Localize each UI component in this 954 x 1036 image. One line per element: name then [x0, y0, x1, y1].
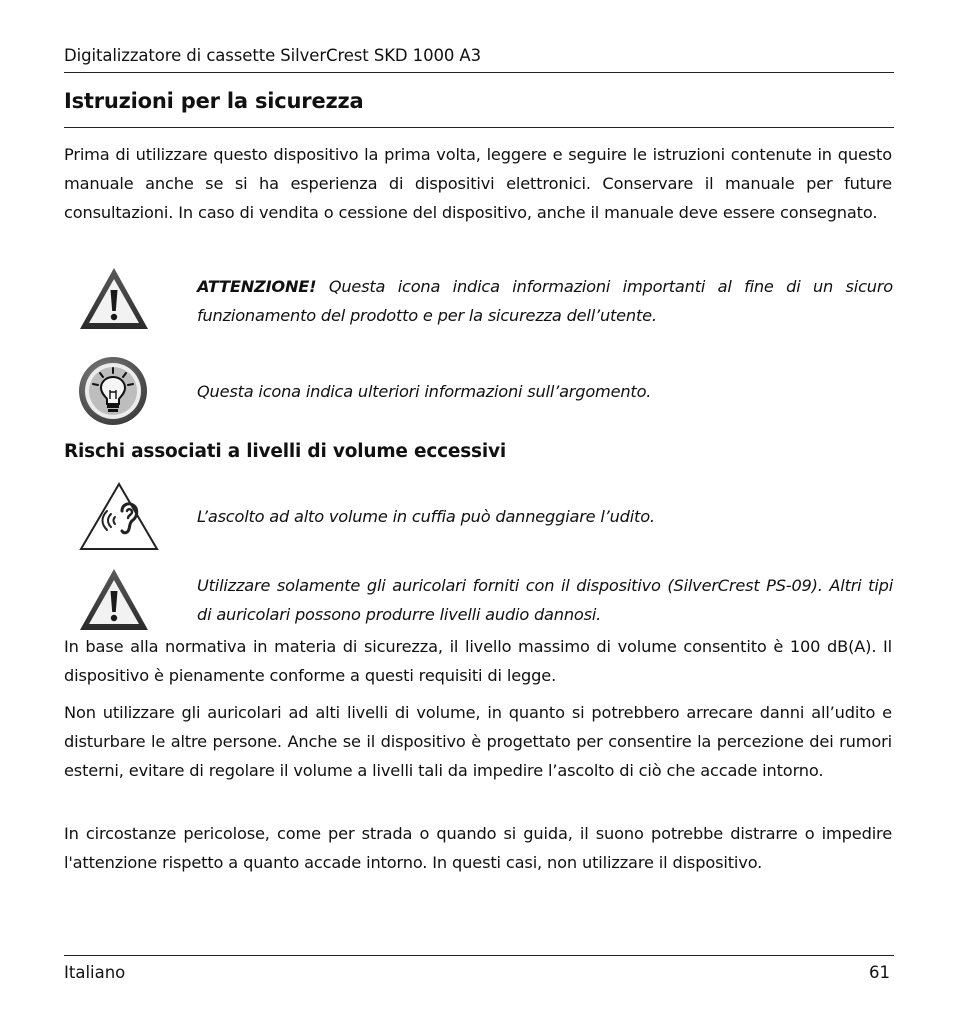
- header-divider: [64, 72, 894, 73]
- warning-triangle-icon: [78, 567, 150, 633]
- manual-page: [64, 0, 894, 1036]
- running-header: Digitalizzatore di cassette SilverCrest SKD 1000 A3: [64, 46, 481, 65]
- volume-paragraph: Non utilizzare gli auricolari ad alti livelli di volume, in quanto si potrebbero arrecare danni all’udito e disturbare le altre persone. Anche se il dispositivo è progettato per consentire la percezione dei rumori esterni, evitare di regolare il volume a livelli tali da impedire l’ascolto di ciò che accade intorno.: [64, 703, 892, 780]
- warning-label: ATTENZIONE!: [197, 277, 317, 296]
- footer-language: Italiano: [64, 963, 126, 982]
- lightbulb-icon: [78, 356, 148, 426]
- info-notice: Questa icona indica ulteriori informazioni sull’argomento.: [197, 382, 652, 401]
- earphones-notice: Utilizzare solamente gli auricolari forniti con il dispositivo (SilverCrest PS-09). Altri tipi di auricolari possono produrre livelli audio dannosi.: [197, 576, 893, 624]
- section-title: Istruzioni per la sicurezza: [64, 89, 364, 113]
- warning-triangle-icon: [78, 266, 150, 332]
- warning-notice: [197, 272, 893, 330]
- hearing-notice: L’ascolto ad alto volume in cuffia può danneggiare l’udito.: [197, 507, 655, 526]
- warning-text: Questa icona indica informazioni importanti al fine di un sicuro funzionamento del prodotto e per la sicurezza dell’utente.: [197, 277, 893, 325]
- section-title-divider: [64, 127, 894, 128]
- footer-divider: [64, 955, 894, 956]
- danger-paragraph: In circostanze pericolose, come per strada o quando si guida, il suono potrebbe distrarre o impedire l'attenzione rispetto a quanto accade intorno. In questi casi, non utilizzare il dispositivo.: [64, 824, 892, 872]
- page-number: 61: [869, 963, 890, 982]
- subsection-title: Rischi associati a livelli di volume eccessivi: [64, 441, 506, 462]
- norm-paragraph: In base alla normativa in materia di sicurezza, il livello massimo di volume consentito è 100 dB(A). Il dispositivo è pienamente conforme a questi requisiti di legge.: [64, 637, 892, 685]
- intro-paragraph: Prima di utilizzare questo dispositivo la prima volta, leggere e seguire le istruzioni contenute in questo manuale anche se si ha esperienza di dispositivi elettronici. Conservare il manuale per future consultazioni. In caso di vendita o cessione del dispositivo, anche il manuale deve essere consegnato.: [64, 145, 892, 222]
- hearing-damage-icon: [78, 481, 160, 551]
